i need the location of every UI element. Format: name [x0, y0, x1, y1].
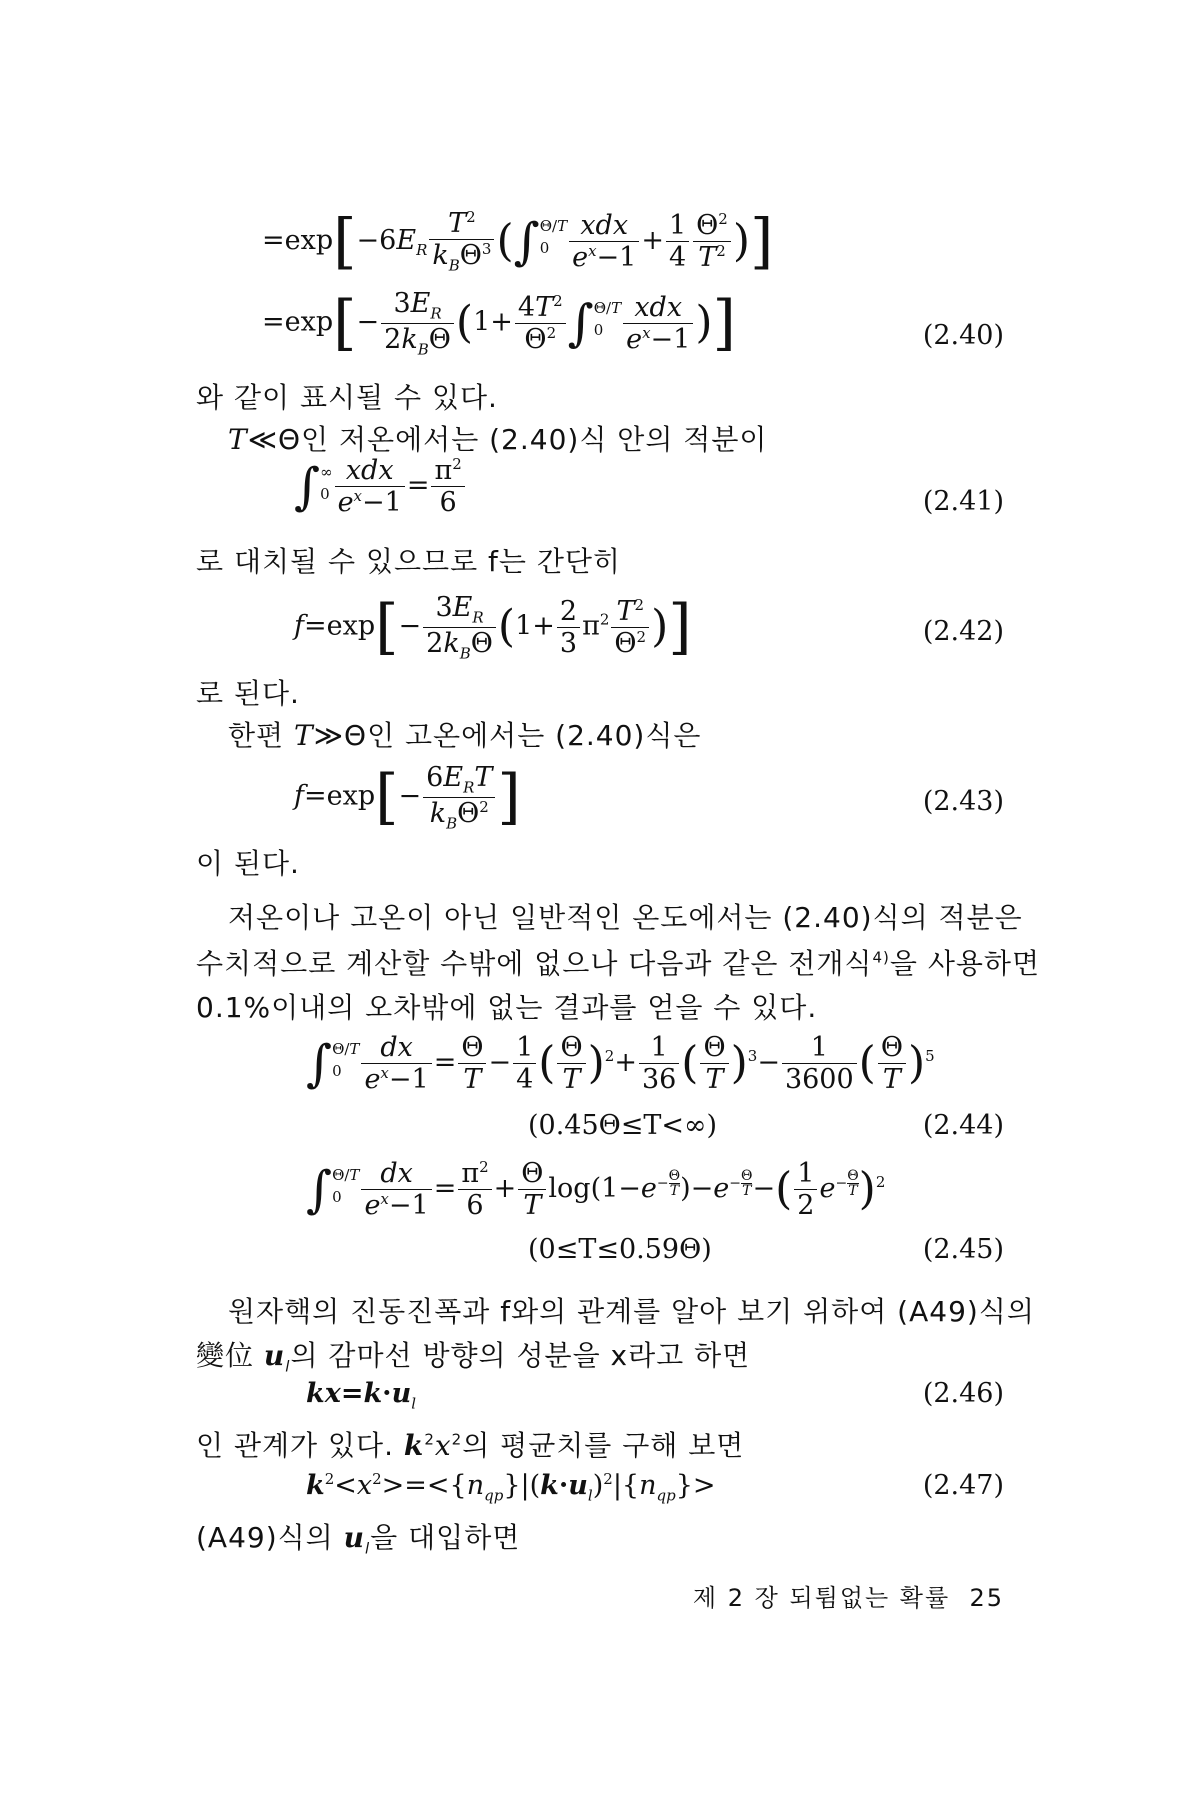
equation-number: (2.43)	[922, 786, 1004, 817]
equation-number: (2.44)	[922, 1110, 1004, 1141]
equation-2-46: $kx=k\cdot u_l$	[306, 1378, 417, 1413]
paragraph: 저온이나 고온이 아닌 일반적인 온도에서는 (2.40)식의 적분은	[228, 901, 1023, 934]
footnote-ref: 4)	[872, 948, 890, 967]
equation-2-41: ∫ ∞ 0 $\frac{\text{xdx}}{e^x-1}$ = $\frac{\pi^2}{6}$	[294, 455, 467, 518]
page-number: 25	[969, 1584, 1004, 1612]
equation-2-47: $k^2<x^2>=<\{n_{qp}\}|(k\cdot u_l)^2|\{n_{qp}\}>$	[306, 1470, 716, 1505]
equation-2-40-line1: $=\exp[-6E_R$ $\frac{T^2}{k_B\Theta^3}$ (∫ Θ/T 0 $\frac{\text{xdx}}{e^x-1}$ + $\frac{1}{4}$ $\frac{\Theta^2}{T^2}$ )]	[262, 206, 774, 277]
paragraph: 와 같이 표시될 수 있다.	[196, 381, 498, 414]
chapter-title: 제 2 장 되튐없는 확률	[692, 1584, 951, 1612]
paragraph: 원자핵의 진동진폭과 f와의 관계를 알아 보기 위하여 (A49)식의	[228, 1295, 1035, 1328]
paragraph: (A49)식의 $u_l$을 대입하면	[196, 1521, 521, 1558]
equation-number: (2.46)	[922, 1378, 1004, 1409]
equation-number: (2.40)	[922, 320, 1004, 351]
paragraph-text: (A49)식의	[196, 1521, 334, 1554]
paragraph	[196, 942, 1040, 982]
equation-2-40-line2: =exp[− $\frac{3E_R}{2k_B\Theta}$ (1+ $\frac{4T^2}{\Theta^2}$ ∫ Θ/T 0 $\frac{\text{xdx}}{e^x-1}$ )]	[262, 288, 736, 359]
equation-number: (2.42)	[922, 616, 1004, 647]
paragraph-text: 變位	[196, 1339, 255, 1372]
page-footer	[693, 1578, 1004, 1613]
equation-2-45: ∫ Θ/T 0 $\frac{dx}{e^x-1}$ = $\frac{\pi^2}{6}$ + $\frac{\Theta}{T}$ log(1−e− $\frac{\Theta}{T}$ )−e− $\frac{\Theta}{T}$ −( $\frac{1}{2}$ e− $\frac{\Theta}{T}$ )$^2$	[306, 1158, 886, 1222]
paragraph: 한편 T≫Θ인 고온에서는 (2.40)식은	[228, 719, 702, 752]
paragraph: 로 대치될 수 있으므로 f는 간단히	[196, 545, 621, 578]
paragraph-text: 한편	[228, 719, 285, 752]
paragraph-text: 인 저온에서는 (2.40)식 안의 적분이	[301, 423, 768, 456]
paragraph: T≪Θ인 저온에서는 (2.40)식 안의 적분이	[228, 423, 768, 456]
paragraph-text: 인 관계가 있다.	[196, 1429, 394, 1462]
equation-number: (2.45)	[922, 1234, 1004, 1265]
paragraph-text: 의 평균치를 구해 보면	[462, 1429, 745, 1462]
paragraph: 로 된다.	[196, 677, 300, 710]
equation-2-43: f=exp[− $\frac{6E_RT}{k_B\Theta^2}$ ]	[294, 762, 521, 833]
paragraph-text: 의 감마선 방향의 성분을 x라고 하면	[290, 1339, 751, 1372]
equation-condition: (0≤T≤0.59Θ)	[528, 1234, 712, 1265]
equation-2-42: f=exp[− $\frac{3E_R}{2k_B\Theta}$ (1+ $\frac{2}{3}$ $\pi^2$ $\frac{T^2}{\Theta^2}$ )]	[294, 592, 692, 663]
paragraph-text: 을 사용하면	[889, 947, 1041, 980]
paragraph: 0.1%이내의 오차밖에 없는 결과를 얻을 수 있다.	[196, 991, 818, 1024]
paragraph-text: 을 대입하면	[370, 1521, 521, 1554]
paragraph: 인 관계가 있다. $k^2x^2$의 평균치를 구해 보면	[196, 1429, 745, 1462]
equation-2-44: ∫ Θ/T 0 $\frac{dx}{e^x-1}$ = $\frac{\Theta}{T}$ − $\frac{1}{4}$ ( $\frac{\Theta}{T}$ )$^2$+ $\frac{1}{36}$ ( $\frac{\Theta}{T}$ )$^3$− $\frac{1}{3600}$ ( $\frac{\Theta}{T}$ )$^5$	[306, 1032, 935, 1096]
equation-number: (2.47)	[922, 1470, 1004, 1501]
paragraph-text: 수치적으로 계산할 수밖에 없으나 다음과 같은 전개식	[196, 947, 873, 980]
paragraph: 이 된다.	[196, 847, 300, 880]
equation-number: (2.41)	[922, 486, 1004, 517]
paragraph-text: 인 고온에서는 (2.40)식은	[367, 719, 702, 752]
paragraph: 變位 $u_l$의 감마선 방향의 성분을 x라고 하면	[196, 1339, 751, 1376]
equation-condition: (0.45Θ≤T<∞)	[528, 1110, 718, 1141]
